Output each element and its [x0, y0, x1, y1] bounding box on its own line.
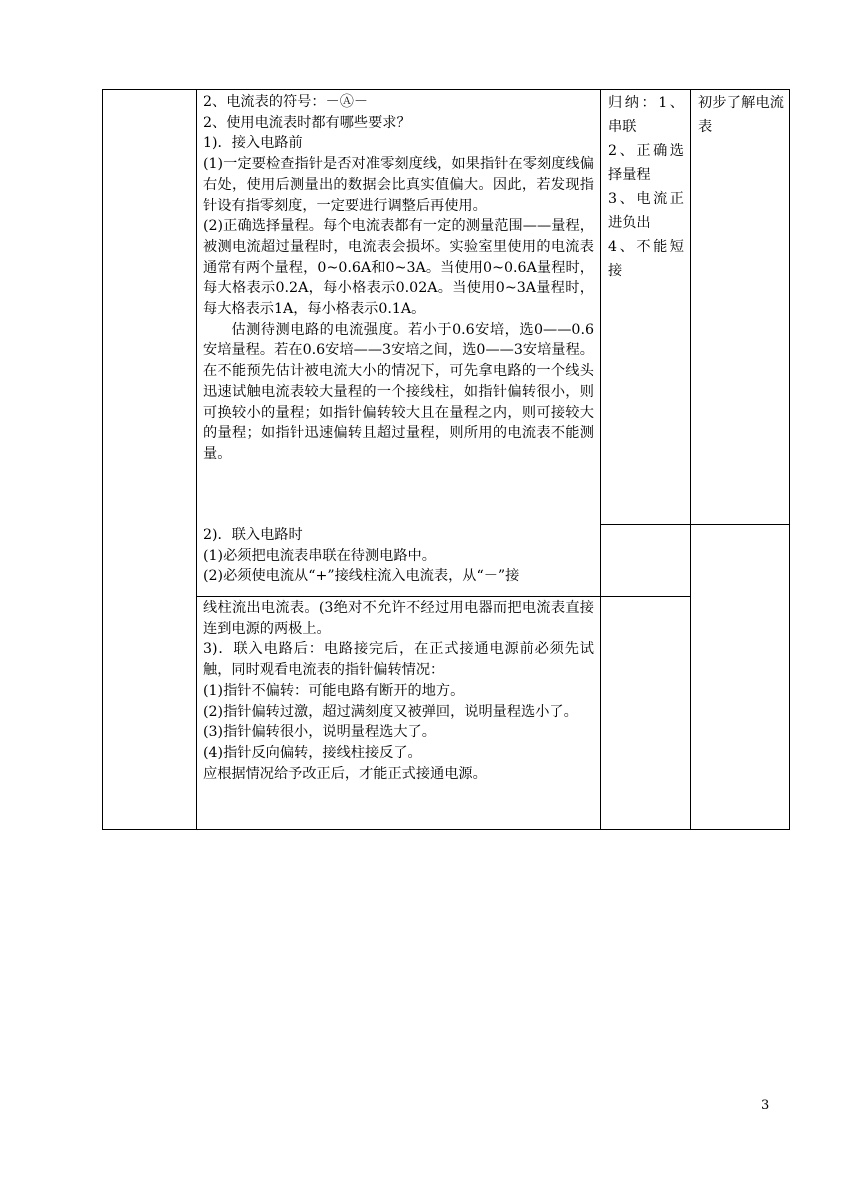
table-col-divider — [690, 89, 691, 830]
section-before-connect: 1)．接入电路前 — [203, 135, 303, 152]
content-cell-part3 — [203, 598, 594, 784]
case-no-deflection: (1)指针不偏转：可能电路有断开的地方。 — [203, 682, 465, 699]
case-small-deflection: (3)指针偏转很小，说明量程选大了。 — [203, 724, 436, 741]
table-border-left — [102, 89, 103, 830]
table-col-divider — [600, 89, 601, 830]
goal-text: 初步了解电流表 — [698, 95, 784, 135]
summary-item: 归纳：1、串联 — [608, 95, 684, 135]
case-reverse-deflection: (4)指针反向偏转，接线柱接反了。 — [203, 744, 422, 761]
table-border-top — [102, 89, 790, 90]
content-cell-part2 — [203, 525, 594, 587]
table-row-divider — [196, 596, 690, 597]
section-while-connect: 2)．联入电路时 — [203, 527, 303, 543]
summary-item: 4、不能短接 — [608, 239, 684, 279]
electric-meter-symbol-line: 2、电流表的符号：－Ⓐ－ — [203, 94, 369, 110]
table-border-bottom — [102, 829, 790, 830]
requirements-question: 2、使用电流表时都有哪些要求？ — [203, 114, 411, 131]
summary-item: 2、正确选择量程 — [608, 143, 684, 183]
polarity-rule-end: 线柱流出电流表。(3绝对不允许不经过用电器而把电流表直接连到电源的两极上。 — [203, 600, 594, 637]
content-cell-part1 — [203, 92, 594, 465]
summary-cell — [608, 91, 684, 283]
choose-range-paragraph: (2)正确选择量程。每个电流表都有一定的测量范围——量程，被测电流超过量程时，电流表会损坏。实验室里使用的电流表通常有两个量程，0~0.6A和0~3A。当使用0~0.6A量程时，每大格表示0.2A，每小格表示0.02A。当使用0~3A量程时，每大格表示1A，每小格表示0.1A。 — [203, 218, 594, 318]
page-number: 3 — [761, 1098, 770, 1113]
polarity-rule-start: (2)必须使电流从“+”接线柱流入电流表，从“－”接 — [203, 568, 520, 585]
series-connect-rule: (1)必须把电流表串联在待测电路中。 — [203, 547, 436, 564]
summary-item: 3、电流正进负出 — [608, 191, 684, 231]
table-row-divider — [600, 524, 790, 525]
estimate-current-paragraph: 估测待测电路的电流强度。若小于0.6安培，选0——0.6安培量程。若在0.6安培——3安培之间，选0——3安培量程。在不能预先估计被电流大小的情况下，可先拿电路的一个线头迅速试触电流表较大量程的一个接线柱，如指针偏转很小，则可换较小的量程；如指针偏转较大且在量程之内，则可接较大的量程；如指针迅速偏转且超过量程，则所用的电流表不能测量。 — [203, 321, 594, 462]
table-col-divider — [196, 89, 197, 830]
check-zero-paragraph: (1)一定要检查指针是否对准零刻度线，如果指针在零刻度线偏右处，使用后测量出的数据会比真实值偏大。因此，若发现指针设有指零刻度，一定要进行调整后再使用。 — [203, 156, 594, 214]
goal-cell — [698, 91, 784, 139]
case-over-deflection: (2)指针偏转过激，超过满刻度又被弹回，说明量程选小了。 — [203, 703, 578, 720]
table-border-right — [789, 89, 790, 830]
section-after-connect: 3)．联入电路后：电路接完后，在正式接通电源前必须先试触，同时观看电流表的指针偏转情况： — [203, 641, 594, 679]
closing-instruction: 应根据情况给予改正后，才能正式接通电源。 — [203, 765, 487, 782]
